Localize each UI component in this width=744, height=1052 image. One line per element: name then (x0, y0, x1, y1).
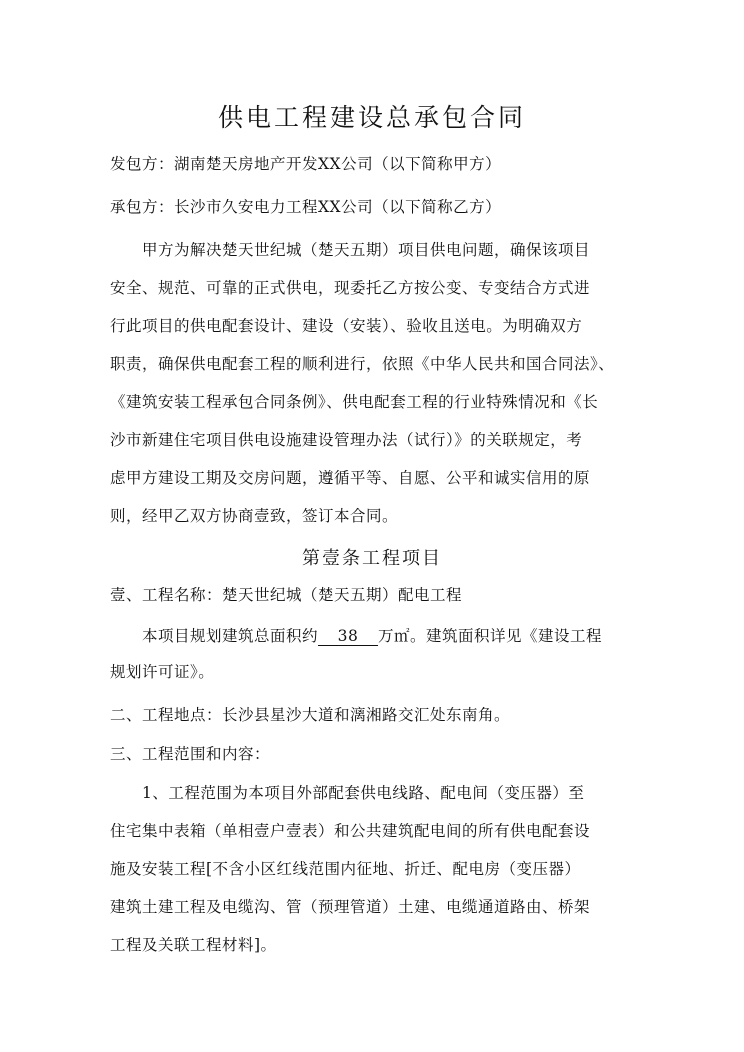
scope-line: 建筑土建工程及电缆沟、管（预理管道）土建、电缆通道路由、桥架 (110, 898, 591, 916)
article-heading: 第壹条工程项目 (302, 548, 442, 569)
scope-line: 施及安装工程[不含小区红线范围内征地、折迁、配电房（变压器） (110, 860, 581, 878)
preamble-line: 沙市新建住宅项目供电设施建设管理办法（试行）》的关联规定，考 (110, 431, 583, 449)
party-a-line: 发包方：湖南楚天房地产开发XX公司（以下简称甲方） (110, 155, 502, 173)
area-line (110, 624, 640, 646)
preamble-line: 《建筑安装工程承包合同条例》、供电配套工程的行业特殊情况和《长 (110, 393, 599, 411)
scope-line: 1、工程范围为本项目外部配套供电线路、配电间（变压器）至 (110, 784, 585, 802)
item-scope-heading: 三、工程范围和内容： (110, 745, 271, 763)
area-line-2: 规划许可证》。 (110, 663, 215, 681)
party-b-line: 承包方：长沙市久安电力工程XX公司（以下简称乙方） (110, 198, 502, 216)
preamble-line: 行此项目的供电配套设计、建设（安装）、验收且送电。为明确双方 (110, 317, 583, 335)
preamble-line: 安全、规范、可靠的正式供电，现委托乙方按公变、专变结合方式进 (110, 279, 591, 297)
preamble-line: 甲方为解决楚天世纪城（楚天五期）项目供电问题，确保该项目 (110, 241, 591, 259)
area-value: 38 (318, 628, 378, 646)
preamble-line: 则，经甲乙双方协商壹致，签订本合同。 (110, 507, 399, 525)
item-project-name: 壹、工程名称：楚天世纪城（楚天五期）配电工程 (110, 586, 463, 604)
page-title: 供电工程建设总承包合同 (217, 103, 526, 132)
area-prefix: 本项目规划建筑总面积约 (110, 627, 319, 645)
preamble-line: 职责，确保供电配套工程的顺利进行，依照《中华人民共和国合同法》、 (110, 355, 615, 373)
area-suffix: 万㎡。建筑面积详见《建设工程 (378, 627, 603, 645)
scope-line: 住宅集中表箱（单相壹户壹表）和公共建筑配电间的所有供电配套设 (110, 822, 591, 840)
scope-line: 工程及关联工程材料]。 (110, 936, 277, 954)
preamble-line: 虑甲方建设工期及交房问题，遵循平等、自愿、公平和诚实信用的原 (110, 469, 591, 487)
item-location: 二、工程地点：长沙县星沙大道和漓湘路交汇处东南角。 (110, 706, 511, 724)
